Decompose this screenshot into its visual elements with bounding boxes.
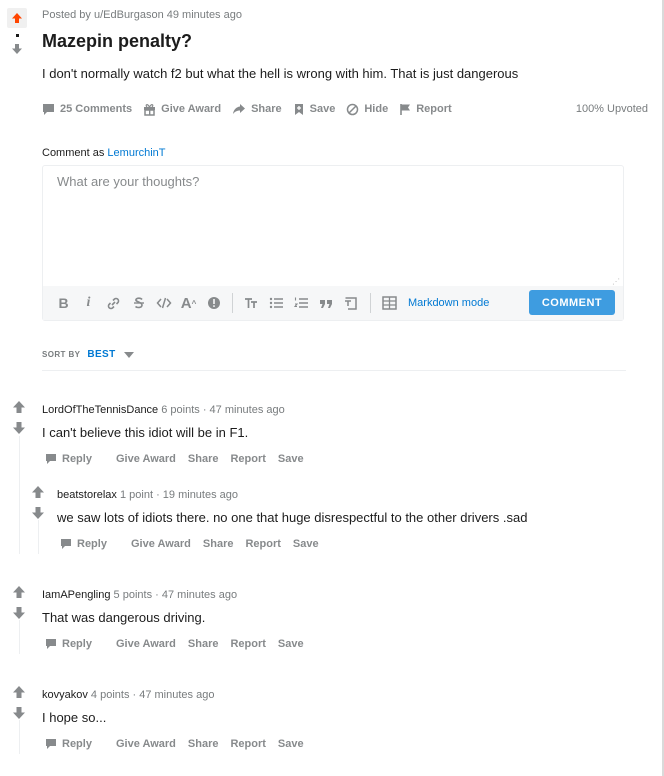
chevron-down-icon[interactable]	[124, 352, 134, 358]
inline-code-icon[interactable]	[151, 292, 176, 314]
comment	[57, 485, 527, 550]
report-button[interactable]: Report	[230, 453, 266, 465]
flag-icon	[399, 103, 411, 116]
speech-bubble-icon	[45, 453, 57, 465]
comment-author[interactable]: kovyakov	[42, 689, 88, 701]
spoiler-icon[interactable]	[201, 292, 226, 314]
share-button[interactable]: Share	[187, 453, 219, 465]
comments-label: 25 Comments	[60, 103, 133, 115]
comment-text: I can't believe this idiot will be in F1.	[42, 425, 249, 440]
arrow-up-icon	[11, 12, 23, 24]
comment-author[interactable]: LordOfTheTennisDance	[42, 404, 159, 416]
reply-label: Reply	[62, 638, 92, 650]
arrow-down-icon	[11, 43, 23, 55]
save-button[interactable]: Save	[277, 738, 304, 750]
thread-line	[38, 520, 39, 554]
toolbar-divider	[370, 293, 371, 313]
arrow-up-icon[interactable]	[31, 485, 45, 499]
save-label: Save	[309, 103, 336, 115]
comment-author[interactable]: beatstorelax	[57, 489, 117, 501]
comment-actions	[42, 638, 316, 650]
sort-selector[interactable]	[42, 349, 134, 360]
comment-meta: 6 points · 47 minutes ago	[158, 404, 285, 416]
report-button[interactable]: Report	[230, 738, 266, 750]
post-body: I don't normally watch f2 but what the hell is wrong with him. That is just dangerous	[42, 66, 519, 81]
comment-as-prefix: Comment as	[42, 147, 108, 159]
editor-toolbar	[43, 286, 623, 320]
post-title: Mazepin penalty?	[42, 31, 193, 51]
speech-bubble-icon	[45, 638, 57, 650]
give-award-button[interactable]	[143, 103, 221, 116]
post	[42, 9, 652, 81]
share-arrow-icon	[232, 103, 246, 115]
speech-bubble-icon	[42, 103, 55, 116]
italic-icon[interactable]: i	[86, 295, 91, 310]
comment-actions	[42, 738, 316, 750]
comment-actions	[42, 453, 316, 465]
speech-bubble-icon	[60, 538, 72, 550]
gift-icon	[143, 103, 156, 116]
toolbar-divider	[232, 293, 233, 313]
post-upvote-button[interactable]	[7, 8, 27, 28]
comment-vote	[12, 585, 28, 625]
numbered-list-icon[interactable]	[289, 292, 314, 314]
comment-textarea[interactable]	[43, 166, 631, 288]
share-button[interactable]	[232, 103, 282, 115]
thread-line	[19, 620, 20, 654]
sort-value[interactable]: BEST	[87, 349, 116, 360]
save-button[interactable]	[293, 103, 336, 116]
reply-label: Reply	[77, 538, 107, 550]
arrow-up-icon[interactable]	[12, 685, 26, 699]
give-award-button[interactable]: Give Award	[115, 638, 176, 650]
comment-vote	[12, 685, 28, 725]
report-button[interactable]: Report	[230, 638, 266, 650]
reply-button[interactable]	[45, 453, 104, 465]
reply-button[interactable]	[45, 738, 104, 750]
save-button[interactable]: Save	[292, 538, 319, 550]
arrow-down-icon[interactable]	[12, 606, 26, 620]
post-vote-column	[4, 8, 30, 56]
comment-meta: 1 point · 19 minutes ago	[116, 489, 239, 501]
vote-score-dot	[16, 34, 19, 37]
sort-divider	[42, 370, 626, 371]
comment-text: we saw lots of idiots there. no one that huge disrespectful to the other drivers .sad	[57, 510, 528, 525]
comment-meta: 4 points · 47 minutes ago	[87, 689, 215, 701]
post-downvote-button[interactable]	[4, 42, 30, 56]
comment-author[interactable]: IamAPengling	[42, 589, 111, 601]
link-icon[interactable]	[101, 292, 126, 314]
report-button[interactable]: Report	[245, 538, 281, 550]
report-button[interactable]	[399, 103, 451, 116]
comment-submit-button[interactable]: COMMENT	[529, 290, 615, 315]
thread-line	[19, 720, 20, 754]
heading-icon[interactable]	[239, 292, 264, 314]
comment-editor	[42, 165, 624, 321]
comment	[42, 400, 316, 465]
arrow-down-icon[interactable]	[12, 421, 26, 435]
give-award-button[interactable]: Give Award	[115, 453, 176, 465]
superscript-icon[interactable]: A ^	[180, 294, 197, 312]
speech-bubble-icon	[45, 738, 57, 750]
arrow-up-icon[interactable]	[12, 585, 26, 599]
reply-label: Reply	[62, 453, 92, 465]
give-award-button[interactable]: Give Award	[115, 738, 176, 750]
comment	[42, 585, 316, 650]
arrow-down-icon[interactable]	[12, 706, 26, 720]
comment-vote	[31, 485, 47, 525]
resize-grip-icon[interactable]: ⋰	[612, 277, 620, 286]
comment-text: I hope so...	[42, 710, 107, 725]
save-button[interactable]: Save	[277, 638, 304, 650]
bulleted-list-icon[interactable]	[264, 292, 289, 314]
markdown-mode-toggle[interactable]: Markdown mode	[408, 297, 490, 309]
comment-meta: 5 points · 47 minutes ago	[110, 589, 238, 601]
upvote-ratio: 100% Upvoted	[575, 103, 648, 115]
give-award-button[interactable]: Give Award	[130, 538, 191, 550]
comment-text: That was dangerous driving.	[42, 610, 206, 625]
report-label: Report	[416, 103, 452, 115]
comment-vote	[12, 400, 28, 440]
share-button[interactable]: Share	[202, 538, 234, 550]
reply-label: Reply	[62, 738, 92, 750]
share-button[interactable]: Share	[187, 638, 219, 650]
hide-label: Hide	[364, 103, 389, 115]
no-entry-icon	[346, 103, 359, 116]
comment-actions	[57, 538, 527, 550]
arrow-down-icon[interactable]	[31, 506, 45, 520]
thread-line	[19, 436, 20, 554]
strikethrough-icon[interactable]	[126, 292, 151, 314]
post-meta[interactable]: Posted by u/EdBurgason 49 minutes ago	[42, 9, 242, 21]
post-actions-bar	[42, 101, 648, 117]
share-label: Share	[251, 103, 282, 115]
code-block-icon[interactable]	[339, 292, 364, 314]
comments-button[interactable]	[42, 103, 132, 116]
reply-button[interactable]	[60, 538, 119, 550]
reply-button[interactable]	[45, 638, 104, 650]
quote-block-icon[interactable]	[314, 292, 339, 314]
save-button[interactable]: Save	[277, 453, 304, 465]
bookmark-plus-icon	[293, 103, 305, 116]
sort-by-label: SORT BY	[42, 350, 81, 359]
comment	[42, 685, 316, 750]
give-award-label: Give Award	[161, 103, 222, 115]
comment-as-line	[42, 147, 166, 159]
share-button[interactable]: Share	[187, 738, 219, 750]
bold-icon[interactable]: B	[58, 295, 69, 311]
table-icon[interactable]	[377, 292, 402, 314]
hide-button[interactable]	[346, 103, 388, 116]
arrow-up-icon[interactable]	[12, 400, 26, 414]
comment-as-username[interactable]: LemurchinT	[107, 147, 166, 159]
